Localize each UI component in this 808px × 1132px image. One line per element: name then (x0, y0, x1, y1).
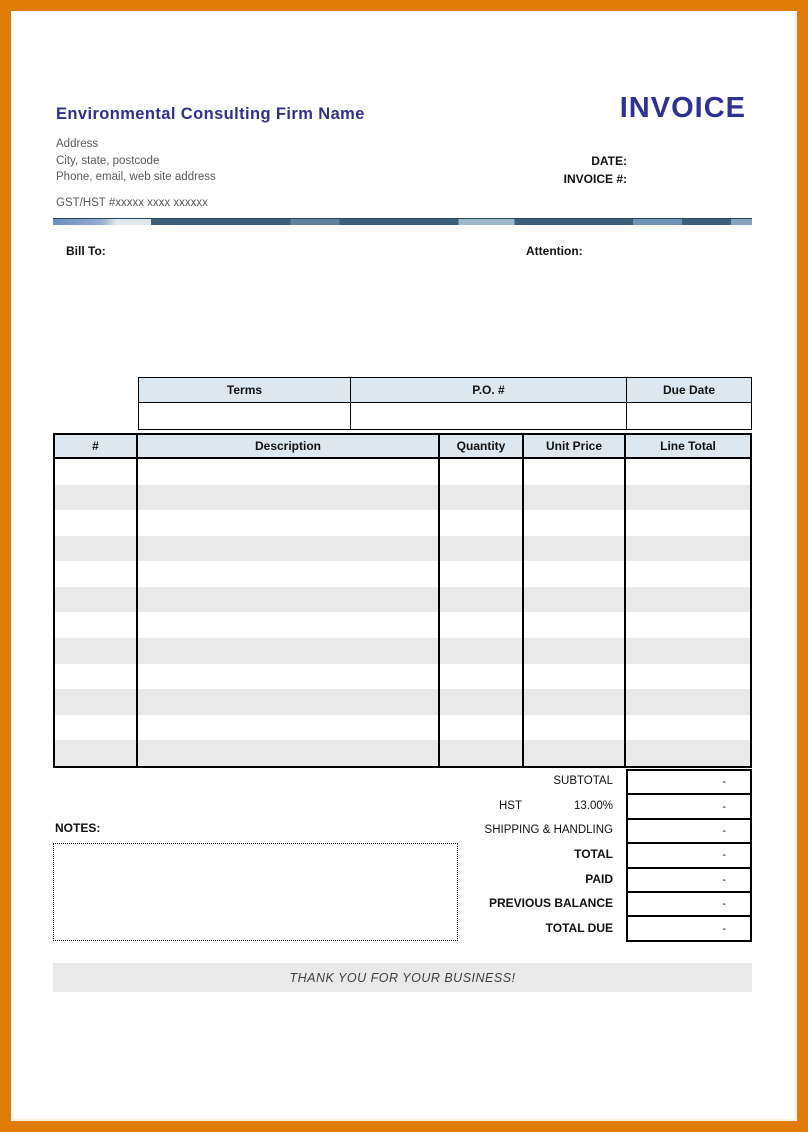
po-number-value-cell[interactable] (351, 403, 627, 429)
item-cell[interactable] (524, 638, 626, 664)
tax-rate: 13.00% (573, 799, 613, 812)
item-cell[interactable] (55, 689, 138, 715)
due-date-header-cell: Due Date (662, 383, 715, 397)
terms-table-header (139, 378, 751, 403)
item-cell[interactable] (524, 715, 626, 741)
totals-values (626, 769, 752, 942)
item-cell[interactable] (55, 612, 138, 638)
item-cell[interactable] (626, 715, 750, 741)
items-body (53, 459, 752, 768)
tax-value: - (626, 795, 752, 819)
subtotal-row (53, 769, 613, 793)
invoice-number-label: INVOICE #: (563, 171, 627, 186)
item-cell[interactable] (138, 561, 440, 587)
attention-label: Attention: (526, 244, 583, 258)
table-row[interactable] (55, 485, 750, 511)
item-cell[interactable] (440, 689, 524, 715)
invoice-title: INVOICE (619, 92, 746, 124)
item-cell[interactable] (55, 587, 138, 613)
date-label: DATE: (591, 154, 627, 168)
table-row[interactable] (55, 459, 750, 485)
invoice-meta (564, 153, 627, 188)
item-cell[interactable] (138, 459, 440, 485)
item-cell[interactable] (440, 485, 524, 511)
item-cell[interactable] (55, 510, 138, 536)
unit-price-header: Unit Price (524, 435, 626, 457)
table-row[interactable] (55, 561, 750, 587)
item-cell[interactable] (138, 689, 440, 715)
firm-name: Environmental Consulting Firm Name (56, 105, 365, 123)
item-cell[interactable] (524, 485, 626, 511)
tax-id: GST/HST #xxxxx xxxx xxxxxx (56, 197, 208, 209)
item-cell[interactable] (524, 664, 626, 690)
table-row[interactable] (55, 536, 750, 562)
subtotal-value: - (626, 769, 752, 795)
shipping-label: SHIPPING & HANDLING (484, 823, 613, 836)
items-table (53, 433, 752, 768)
item-cell[interactable] (440, 587, 524, 613)
item-cell[interactable] (626, 485, 750, 511)
firm-address (56, 136, 216, 186)
item-cell[interactable] (138, 510, 440, 536)
item-cell[interactable] (55, 638, 138, 664)
description-header: Description (138, 435, 440, 457)
bill-to-label: Bill To: (66, 244, 106, 258)
item-cell[interactable] (626, 536, 750, 562)
table-row[interactable] (55, 740, 750, 766)
item-cell[interactable] (524, 510, 626, 536)
item-cell[interactable] (626, 612, 750, 638)
quantity-header: Quantity (440, 435, 524, 457)
total-due-label: TOTAL DUE (545, 920, 613, 935)
due-date-value-cell[interactable] (627, 403, 751, 429)
address-line: Address (56, 138, 99, 150)
item-cell[interactable] (440, 561, 524, 587)
item-cell[interactable] (626, 561, 750, 587)
table-row[interactable] (55, 689, 750, 715)
line-total-header: Line Total (660, 439, 716, 453)
table-row[interactable] (55, 612, 750, 638)
table-row[interactable] (55, 715, 750, 741)
subtotal-label: SUBTOTAL (553, 775, 613, 788)
po-number-header-cell: P.O. # (351, 378, 627, 402)
notes-input-box[interactable] (53, 843, 458, 941)
item-cell[interactable] (440, 664, 524, 690)
terms-table-row (139, 403, 751, 429)
item-cell[interactable] (55, 561, 138, 587)
item-cell[interactable] (138, 612, 440, 638)
item-cell[interactable] (138, 638, 440, 664)
item-cell[interactable] (55, 664, 138, 690)
item-cell[interactable] (440, 510, 524, 536)
separator-bar-top (53, 218, 752, 225)
previous-balance-label: PREVIOUS BALANCE (488, 896, 613, 911)
footer-message: THANK YOU FOR YOUR BUSINESS! (289, 970, 516, 985)
table-row[interactable] (55, 638, 750, 664)
item-cell[interactable] (524, 536, 626, 562)
item-cell[interactable] (626, 510, 750, 536)
item-cell[interactable] (440, 740, 524, 766)
item-cell[interactable] (626, 459, 750, 485)
item-cell[interactable] (626, 638, 750, 664)
item-cell[interactable] (524, 689, 626, 715)
item-cell[interactable] (626, 664, 750, 690)
item-cell[interactable] (524, 587, 626, 613)
item-cell[interactable] (138, 715, 440, 741)
item-cell[interactable] (55, 536, 138, 562)
item-cell[interactable] (138, 664, 440, 690)
item-cell[interactable] (626, 689, 750, 715)
item-cell[interactable] (524, 561, 626, 587)
table-row[interactable] (55, 587, 750, 613)
item-cell[interactable] (524, 740, 626, 766)
shipping-row (53, 818, 613, 842)
notes-label: NOTES: (55, 821, 101, 835)
decorative-separator (53, 218, 752, 230)
footer-bar (53, 963, 752, 992)
paid-label: PAID (585, 871, 613, 886)
items-table-header (53, 433, 752, 459)
item-cell[interactable] (138, 536, 440, 562)
item-cell[interactable] (626, 587, 750, 613)
item-cell[interactable] (440, 638, 524, 664)
address-line: City, state, postcode (56, 154, 160, 167)
item-number-header: # (55, 435, 138, 457)
tax-label: HST (499, 799, 522, 812)
item-cell[interactable] (524, 612, 626, 638)
terms-table (138, 377, 752, 430)
item-cell[interactable] (626, 740, 750, 766)
item-cell[interactable] (55, 485, 138, 511)
item-cell[interactable] (55, 459, 138, 485)
terms-header-cell: Terms (139, 378, 351, 402)
item-cell[interactable] (440, 612, 524, 638)
item-cell[interactable] (138, 740, 440, 766)
total-due-value: - (626, 917, 752, 941)
item-cell[interactable] (524, 459, 626, 485)
terms-value-cell[interactable] (139, 403, 351, 429)
item-cell[interactable] (440, 715, 524, 741)
separator-bar-bottom (53, 227, 752, 230)
tax-row (53, 793, 613, 817)
item-cell[interactable] (440, 459, 524, 485)
table-row[interactable] (55, 664, 750, 690)
item-cell[interactable] (55, 715, 138, 741)
item-cell[interactable] (138, 485, 440, 511)
paid-value[interactable]: - (626, 869, 752, 893)
shipping-value[interactable]: - (626, 820, 752, 844)
item-cell[interactable] (138, 587, 440, 613)
total-label: TOTAL (574, 847, 613, 862)
item-cell[interactable] (55, 740, 138, 766)
address-line: Phone, email, web site address (56, 171, 216, 183)
table-row[interactable] (55, 510, 750, 536)
item-cell[interactable] (440, 536, 524, 562)
total-value: - (626, 844, 752, 868)
previous-balance-value[interactable]: - (626, 893, 752, 917)
